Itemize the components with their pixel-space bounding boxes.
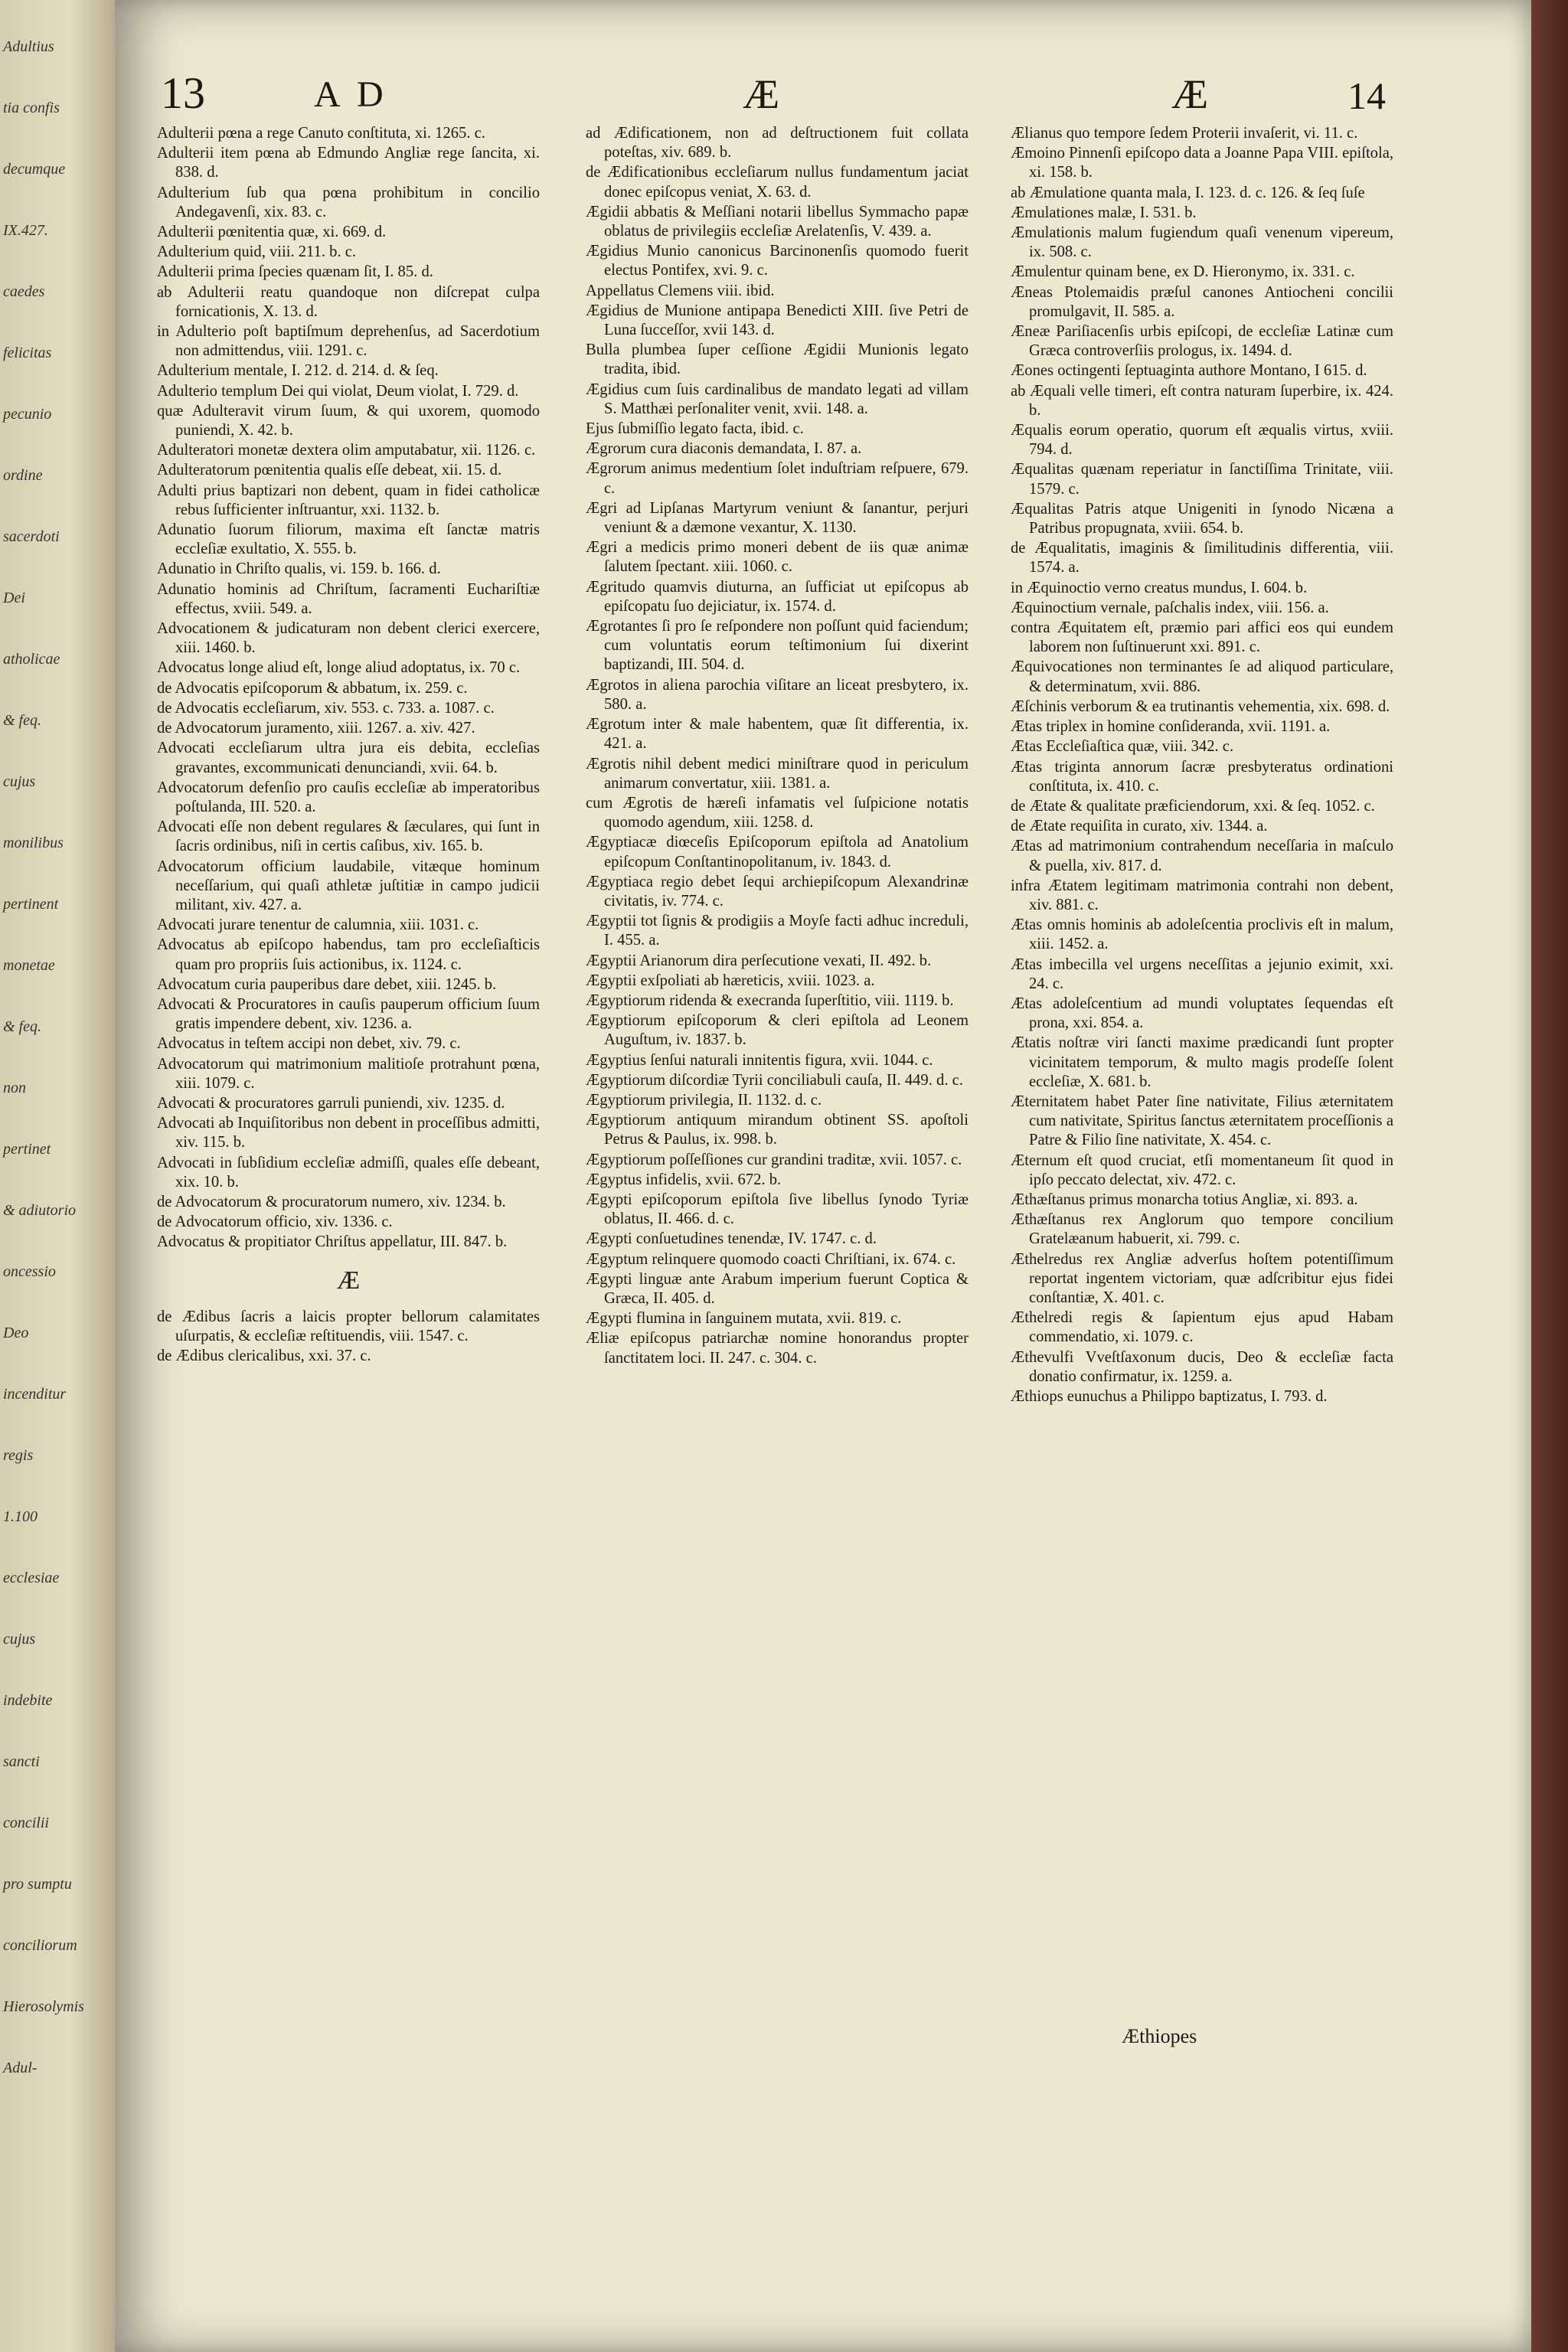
- index-entry: Ægypti flumina in ſanguinem mutata, xvii. 819. c.: [586, 1310, 902, 1328]
- index-columns: [157, 124, 1413, 2314]
- index-entry: Adulterio templum Dei qui violat, Deum violat, I. 729. d.: [157, 382, 519, 400]
- index-entry: Ægyptii tot ſignis & prodigiis a Moyſe facti adhuc increduli, I. 455. a.: [586, 913, 969, 949]
- index-entry: Æthæſtanus rex Anglorum quo tempore concilium Gratelæanum habuerit, xi. 799. c.: [1011, 1211, 1393, 1248]
- index-entry: Advocatus & propitiator Chriſtus appellatur, III. 847. b.: [157, 1233, 508, 1251]
- sliver-text-line: 1.100: [3, 1508, 38, 1525]
- index-entry: Ægrorum cura diaconis demandata, I. 87. a.: [586, 440, 862, 458]
- index-entry: Ægidius Munio canonicus Barcinonenſis quomodo fuerit electus Pontifex, xvi. 9. c.: [586, 243, 969, 279]
- sliver-text-line: & feq.: [3, 1018, 41, 1035]
- index-entry: Ægypti linguæ ante Arabum imperium fuerunt Coptica & Græca, II. 405. d.: [586, 1270, 969, 1307]
- index-entry: Ægyptii exſpoliati ab hæreticis, xviii. 1023. a.: [586, 972, 875, 989]
- index-entry: Æmoino Pinnenſi epiſcopo data a Joanne Papa VIII. epiſtola, xi. 158. b.: [1011, 145, 1393, 181]
- sliver-text-line: Hierosolymis: [3, 1998, 84, 2015]
- index-entry: Æqualitas quænam reperiatur in ſanctiſſima Trinitate, viii. 1579. c.: [1011, 461, 1393, 498]
- sliver-text-line: concilii: [3, 1815, 49, 1831]
- sliver-text-line: Dei: [3, 590, 25, 606]
- sliver-text-line: monilibus: [3, 835, 64, 851]
- index-entry: Ægypti epiſcoporum epiſtola ſive libellus ſynodo Tyriæ oblatus, II. 466. d. c.: [586, 1191, 969, 1228]
- index-entry: Æthelredi regis & ſapientum ejus apud Habam commendatio, xi. 1079. c.: [1011, 1309, 1393, 1346]
- index-entry: Adulterium quid, viii. 211. b. c.: [157, 243, 357, 261]
- index-entry: Ægidius de Munione antipapa Benedicti XIII. ſive Petri de Luna ſucceſſor, xvii 143. d.: [586, 302, 969, 339]
- index-entry: Advocati eſſe non debent regulares & ſæculares, qui ſunt in ſacris ordinibus, niſi in certis caſibus, xiv. 165. b.: [157, 818, 540, 855]
- index-entry: Advocati jurare tenentur de calumnia, xiii. 1031. c.: [157, 916, 479, 934]
- sliver-text-line: cujus: [3, 1631, 36, 1648]
- index-column-3: [1011, 124, 1393, 1407]
- index-entry: de Advocatorum officio, xiv. 1336. c.: [157, 1214, 393, 1231]
- index-entry: Æthæſtanus primus monarcha totius Angliæ, xi. 893. a.: [1011, 1191, 1358, 1208]
- index-entry: de Ædibus ſacris a laicis propter bellorum calamitates uſurpatis, & eccleſiæ reſtituendis, viii. 1547. c.: [157, 1308, 540, 1344]
- index-entry: Æquinoctium vernale, paſchalis index, viii. 156. a.: [1011, 599, 1329, 616]
- index-entry: Advocati in ſubſidium eccleſiæ admiſſi, quales eſſe debeant, xix. 10. b.: [157, 1154, 540, 1191]
- index-entry: Æneas Ptolemaidis præſul canones Antiocheni concilii promulgavit, II. 585. a.: [1011, 283, 1393, 320]
- page-number-left: 13: [161, 68, 205, 118]
- index-entry: Ægrotantes ſi pro ſe reſpondere non poſſunt quid faciendum; cum voluntatis eorum teſtimonium ſui dixerint baptizandi, III. 504. d.: [586, 618, 969, 674]
- index-entry: Adunatio in Chriſto qualis, vi. 159. b. 166. d.: [157, 560, 441, 578]
- index-entry: Ægyptiorum antiquum mirandum obtinent SS. apoſtoli Petrus & Paulus, ix. 998. b.: [586, 1112, 969, 1148]
- sliver-text-line: pertinent: [3, 896, 59, 913]
- index-entry: Æthelredus rex Angliæ adverſus hoſtem potentiſſimum reportat ingentem victoriam, quæ adſcribitur ejus fidei conſtantiæ, X. 401. c.: [1011, 1250, 1393, 1306]
- index-entry: de Æqualitatis, imaginis & ſimilitudinis differentia, viii. 1574. a.: [1011, 540, 1393, 577]
- index-entry: cum Ægrotis de hæreſi infamatis vel ſuſpicione notatis quomodo agendum, xiii. 1258. d.: [586, 794, 969, 831]
- index-entry: Advocatorum defenſio pro cauſis eccleſiæ ab imperatoribus poſtulanda, III. 520. a.: [157, 779, 540, 815]
- page-number-right: 14: [1348, 74, 1386, 117]
- sliver-text-line: caedes: [3, 283, 45, 300]
- index-entry: Ægri ad Lipſanas Martyrum veniunt & ſanantur, perjuri veniunt & a dæmone vexantur, X. 1130.: [586, 499, 969, 537]
- index-entry: de Advocatorum & procuratorum numero, xiv. 1234. b.: [157, 1193, 506, 1210]
- index-entry: Adulterii pœna a rege Canuto conſtituta, xi. 1265. c.: [157, 125, 485, 142]
- index-entry: Adulterii pœnitentia quæ, xi. 669. d.: [157, 224, 387, 241]
- index-entry: Ætas imbecilla vel urgens neceſſitas a jejunio eximit, xxi. 24. c.: [1011, 956, 1393, 992]
- index-entry: Ægyptiorum ridenda & execranda ſuperſtitio, viii. 1119. b.: [586, 991, 954, 1009]
- catchword: Æthiopes: [1122, 2025, 1197, 2047]
- guide-word-middle: Æ: [743, 71, 780, 117]
- index-entry: Adunatio ſuorum filiorum, maxima eſt ſanctæ matris eccleſiæ exultatio, X. 555. b.: [157, 521, 540, 558]
- index-entry: Ægyptiorum privilegia, II. 1132. d. c.: [586, 1091, 822, 1109]
- sliver-text-line: incenditur: [3, 1386, 67, 1403]
- index-entry: Æneæ Pariſiacenſis urbis epiſcopi, de eccleſiæ Latinæ cum Græca controverſiis prologus, ix. 1494. d.: [1011, 323, 1393, 360]
- index-entry: in Æquinoctio verno creatus mundus, I. 604. b.: [1011, 579, 1308, 596]
- sliver-text-line: IX.427.: [3, 222, 48, 239]
- index-entry: Advocatus ab epiſcopo habendus, tam pro eccleſiaſticis quam pro propriis ſuis actionibus, ix. 1124. c.: [157, 936, 540, 973]
- index-entry: in Adulterio poſt baptiſmum deprehenſus, ad Sacerdotium non admittendus, viii. 1291. c.: [157, 323, 540, 360]
- index-entry: Ægrotos in aliena parochia viſitare an liceat presbytero, ix. 580. a.: [586, 676, 969, 713]
- guide-word-right: Æ: [1171, 71, 1209, 117]
- sliver-text-line: cujus: [3, 773, 36, 790]
- sliver-text-line: & feq.: [3, 712, 41, 729]
- index-entry: Advocatorum qui matrimonium malitioſe protrahunt pœna, xiii. 1079. c.: [157, 1055, 540, 1092]
- sliver-text-line: Deo: [3, 1325, 29, 1341]
- index-entry: Ægyptiacæ diœceſis Epiſcoporum epiſtola ad Anatolium epiſcopum Conſtantinopolitanum, iv. 1843. d.: [586, 834, 969, 871]
- index-entry: Ægyptiaca regio debet ſequi archiepiſcopum Alexandrinæ civitatis, iv. 774. c.: [586, 873, 969, 910]
- index-entry: Advocati ab Inquiſitoribus non debent in proceſſibus admitti, xiv. 115. b.: [157, 1115, 540, 1152]
- page-header: [161, 67, 1401, 121]
- adjacent-page-sliver: [0, 0, 115, 2352]
- index-entry: Advocati eccleſiarum ultra jura eis debita, eccleſias gravantes, excommunicati denunciandi, xvii. 64. b.: [157, 740, 540, 776]
- index-entry: contra Æquitatem eſt, præmio pari affici eos qui eundem laborem non ſuſtinuerunt xxi. 891. c.: [1011, 619, 1393, 656]
- index-entry: Advocatus in teſtem accipi non debet, xiv. 79. c.: [157, 1035, 461, 1053]
- sliver-text-line: non: [3, 1080, 26, 1096]
- sliver-text-line: tia confis: [3, 100, 60, 116]
- index-entry: Ægrotum inter & male habentem, quæ ſit differentia, ix. 421. a.: [586, 716, 969, 753]
- index-entry: Æternum eſt quod cruciat, etſi momentaneum ſit quod in ipſo peccato delectat, xiv. 472. c.: [1011, 1152, 1393, 1188]
- index-entry: Ægri a medicis primo moneri debent de iis quæ animæ ſalutem ſpectant. xiii. 1060. c.: [586, 539, 969, 576]
- index-entry: Ægyptius ſenſui naturali innitentis figura, xvii. 1044. c.: [586, 1051, 933, 1069]
- index-entry: Ægyptus infidelis, xvii. 672. b.: [586, 1171, 782, 1188]
- index-entry: de Ædificationibus eccleſiarum nullus fundamentum jaciat donec epiſcopus veniat, X. 63. d.: [586, 164, 969, 201]
- index-entry: Ægidius cum ſuis cardinalibus de mandato legati ad villam S. Matthæi perſonaliter venit, xvii. 148. a.: [586, 381, 969, 417]
- sliver-text-line: Adultius: [3, 38, 54, 55]
- index-entry: infra Ætatem legitimam matrimonia contrahi non debent, xiv. 881. c.: [1011, 877, 1393, 913]
- sliver-text-line: regis: [3, 1447, 34, 1464]
- section-letter: Æ: [336, 1266, 361, 1295]
- index-entry: ab Æmulatione quanta mala, I. 123. d. c. 126. & ſeq ſuſe: [1011, 184, 1365, 201]
- index-entry: Adulterium ſub qua pœna prohibitum in concilio Andegavenſi, xix. 83. c.: [157, 184, 540, 220]
- sliver-text-line: sancti: [3, 1753, 40, 1770]
- index-entry: Æqualis eorum operatio, quorum eſt æqualis virtus, xviii. 794. d.: [1011, 422, 1393, 459]
- index-entry: Ægypti conſuetudines tenendæ, IV. 1747. c. d.: [586, 1230, 877, 1248]
- index-column-1: [157, 124, 540, 1367]
- index-column-2: [586, 124, 969, 1369]
- index-entry: de Advocatorum juramento, xiii. 1267. a. xiv. 427.: [157, 720, 475, 737]
- index-entry: quæ Adulteravit virum ſuum, & qui uxorem, quomodo puniendi, X. 42. b.: [157, 402, 540, 439]
- index-entry: Æliæ epiſcopus patriarchæ nomine honorandus propter ſanctitatem loci. II. 247. c. 304. c.: [586, 1330, 969, 1367]
- index-entry: Ægyptum relinquere quomodo coacti Chriſtiani, ix. 674. c.: [586, 1250, 956, 1268]
- index-entry: Advocati & Procuratores in cauſis pauperum officium ſuum gratis impendere debent, xiv. 1236. a.: [157, 995, 540, 1033]
- sliver-text-line: indebite: [3, 1692, 53, 1709]
- index-entry: Æqualitas Patris atque Unigeniti in ſynodo Nicæna a Patribus propugnata, xviii. 654. b.: [1011, 500, 1393, 537]
- index-entry: de Advocatis epiſcoporum & abbatum, ix. 259. c.: [157, 679, 468, 697]
- index-entry: Adunatio hominis ad Chriſtum, ſacramenti Euchariſtiæ effectus, xviii. 549. a.: [157, 580, 540, 617]
- index-entry: Adulterium mentale, I. 212. d. 214. d. & ſeq.: [157, 362, 439, 380]
- sliver-text-line: pro sumptu: [3, 1876, 72, 1893]
- index-entry: Ægyptiorum epiſcoporum & cleri epiſtola ad Leonem Auguſtum, iv. 1837. b.: [586, 1012, 969, 1049]
- index-entry: Adulteratori monetæ dextera olim amputabatur, xii. 1126. c.: [157, 442, 536, 459]
- index-entry: Ætas triginta annorum ſacræ presbyteratus ordinationi conſtituta, ix. 410. c.: [1011, 758, 1393, 795]
- index-entry: Ejus ſubmiſſio legato facta, ibid. c.: [586, 420, 804, 438]
- index-entry: ab Adulterii reatu quandoque non diſcrepat culpa fornicationis, X. 13. d.: [157, 283, 540, 320]
- index-entry: Advocatus longe aliud eſt, longe aliud adoptatus, ix. 70 c.: [157, 659, 521, 677]
- index-entry: Ægritudo quamvis diuturna, an ſufficiat ut epiſcopus ab epiſcopatu ſuo dejiciatur, ix. 1574. d.: [586, 578, 969, 615]
- index-entry: Ælianus quo tempore ſedem Proterii invaſerit, vi. 11. c.: [1011, 125, 1358, 142]
- index-entry: Advocati & procuratores garruli puniendi, xiv. 1235. d.: [157, 1094, 505, 1112]
- index-entry: Ægrorum animus medentium ſolet induſtriam reſpuere, 679. c.: [586, 460, 969, 497]
- sliver-text-line: & adiutorio: [3, 1202, 77, 1219]
- sliver-text-line: monetae: [3, 957, 55, 974]
- index-entry: de Advocatis eccleſiarum, xiv. 553. c. 733. a. 1087. c.: [157, 699, 495, 717]
- index-entry: Æternitatem habet Pater ſine nativitate, Filius æternitatem cum nativitate, Spiritus ſanctus æternitatem proceſſionis a Patre & Filio ſine nativitate, X. 454. c.: [1011, 1093, 1393, 1149]
- sliver-text-line: sacerdoti: [3, 528, 60, 545]
- index-entry: Æquivocationes non terminantes ſe ad aliquod particulare, & determinatum, xvii. 886.: [1011, 658, 1393, 695]
- index-entry: Advocatorum officium laudabile, vitæque hominum neceſſarium, qui quaſi athletæ juſtitiæ in campo judicii militant, xiv. 427. a.: [157, 858, 540, 913]
- book-cover-edge: [1531, 0, 1568, 2352]
- index-entry: Ægyptii Arianorum dira perſecutione vexati, II. 492. b.: [586, 952, 932, 969]
- sliver-text-line: oncessio: [3, 1263, 56, 1280]
- index-entry: Ætas omnis hominis ab adoleſcentia proclivis eſt in malum, xiii. 1452. a.: [1011, 916, 1393, 953]
- sliver-text-line: ecclesiae: [3, 1570, 60, 1586]
- sliver-text-line: decumque: [3, 161, 66, 178]
- index-entry: Æthiops eunuchus a Philippo baptizatus, I. 793. d.: [1011, 1388, 1328, 1405]
- index-entry: Ægyptiorum diſcordiæ Tyrii conciliabuli cauſa, II. 449. d. c.: [586, 1071, 963, 1089]
- index-entry: de Ætate & qualitate præficiendorum, xxi. & ſeq. 1052. c.: [1011, 797, 1375, 815]
- index-entry: Ægrotis nihil debent medici miniſtrare quod in periculum animarum convertatur, xiii. 1381. a.: [586, 755, 969, 792]
- index-entry: Æſchinis verborum & ea trutinantis vehementia, xix. 698. d.: [1011, 697, 1390, 715]
- index-entry: ab Æquali velle timeri, eſt contra naturam ſuperbire, ix. 424. b.: [1011, 382, 1393, 419]
- index-entry: Ætas ad matrimonium contrahendum neceſſaria in maſculo & puella, xiv. 817. d.: [1011, 838, 1393, 874]
- guide-word-left: A D: [314, 74, 388, 115]
- sliver-text-line: ordine: [3, 467, 43, 484]
- index-entry: Æmulentur quinam bene, ex D. Hieronymo, ix. 331. c.: [1011, 263, 1355, 281]
- index-entry: Ægidii abbatis & Meſſiani notarii libellus Symmacho papæ oblatus de privilegiis eccleſiæ Arelatenſis, V. 439. a.: [586, 203, 969, 240]
- index-entry: Adulterii prima ſpecies quænam ſit, I. 85. d.: [157, 263, 433, 281]
- index-entry: Bulla plumbea ſuper ceſſione Ægidii Munionis legato tradita, ibid.: [586, 341, 969, 378]
- sliver-text-line: atholicae: [3, 651, 60, 668]
- index-entry: Advocatum curia pauperibus dare debet, xiii. 1245. b.: [157, 975, 497, 993]
- index-entry: Ætatis noſtræ viri ſancti maxime prædicandi ſunt propter vicinitatem temporum, & multo magis prodeſſe ſolent eccleſiæ, X. 681. b.: [1011, 1034, 1393, 1090]
- index-entry: Æmulationes malæ, I. 531. b.: [1011, 204, 1197, 221]
- index-entry: Ætas triplex in homine conſideranda, xvii. 1191. a.: [1011, 718, 1331, 736]
- index-entry: Ægyptiorum poſſeſſiones cur grandini traditæ, xvii. 1057. c.: [586, 1151, 962, 1168]
- index-entry: Advocationem & judicaturam non debent clerici exercere, xiii. 1460. b.: [157, 620, 540, 657]
- index-entry: ad Ædificationem, non ad deſtructionem fuit collata poteſtas, xiv. 689. b.: [586, 125, 969, 162]
- index-entry: Adulti prius baptizari non debent, quam in fidei catholicæ rebus ſufficienter inſtruantur, xxi. 1132. b.: [157, 482, 540, 518]
- index-entry: de Ætate requiſita in curato, xiv. 1344. a.: [1011, 818, 1268, 835]
- index-entry: Ætas adoleſcentium ad mundi voluptates ſequendas eſt prona, xxi. 854. a.: [1011, 995, 1393, 1032]
- index-entry: Appellatus Clemens viii. ibid.: [586, 282, 775, 299]
- index-entry: Æmulationis malum fugiendum quaſi venenum vipereum, ix. 508. c.: [1011, 224, 1393, 261]
- sliver-text-line: Adul-: [3, 2060, 38, 2076]
- index-entry: Adulteratorum pœnitentia qualis eſſe debeat, xii. 15. d.: [157, 462, 502, 479]
- index-entry: Æones octingenti ſeptuaginta authore Montano, I 615. d.: [1011, 362, 1367, 380]
- index-entry: Æthevulfi Vveſtſaxonum ducis, Deo & eccleſiæ facta donatio confirmatur, ix. 1259. a.: [1011, 1348, 1393, 1385]
- sliver-text-line: pecunio: [3, 406, 52, 423]
- sliver-text-line: felicitas: [3, 345, 52, 361]
- sliver-text-line: pertinet: [3, 1141, 51, 1158]
- sliver-text-line: conciliorum: [3, 1937, 77, 1954]
- index-entry: Adulterii item pœna ab Edmundo Angliæ rege ſancita, xi. 838. d.: [157, 145, 540, 181]
- index-entry: Ætas Eccleſiaſtica quæ, viii. 342. c.: [1011, 738, 1234, 756]
- index-entry: de Ædibus clericalibus, xxi. 37. c.: [157, 1347, 371, 1364]
